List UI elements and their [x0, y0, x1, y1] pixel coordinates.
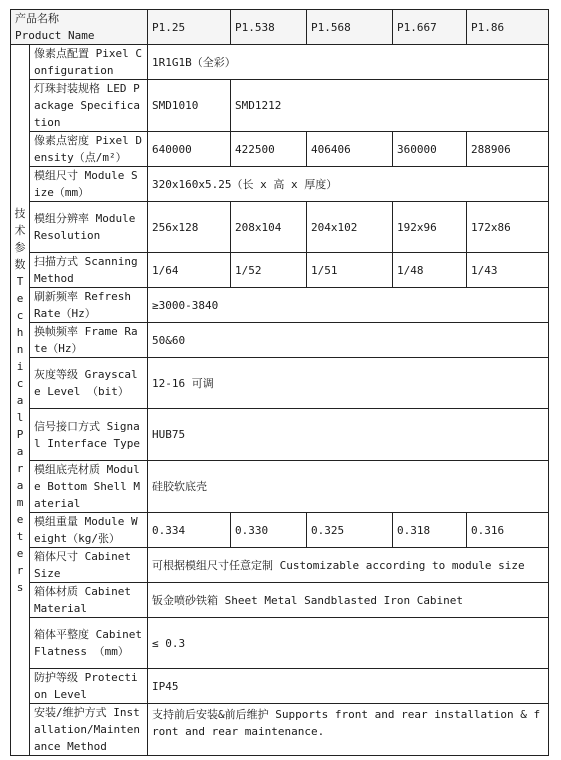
param-label: 扫描方式 Scanning Method	[30, 253, 148, 288]
param-value: 0.318	[393, 513, 467, 548]
param-value: 640000	[148, 132, 231, 167]
param-value: IP45	[148, 669, 549, 704]
side-char: e	[16, 291, 24, 305]
side-char: e	[16, 512, 24, 526]
side-char: r	[16, 461, 24, 475]
side-char: e	[16, 546, 24, 560]
param-value: 1/43	[467, 253, 549, 288]
row-refresh-rate	[11, 288, 549, 323]
param-label: 灯珠封装规格 LED Package Specification	[30, 80, 148, 132]
side-char: P	[16, 427, 24, 441]
row-signal-interface	[11, 409, 549, 461]
param-value: 1/52	[231, 253, 307, 288]
param-value: 钣金喷砂铁箱 Sheet Metal Sandblasted Iron Cabinet	[148, 583, 549, 618]
param-value: 硅胶软底壳	[148, 461, 549, 513]
param-value: SMD1212	[231, 80, 549, 132]
param-label: 箱体平整度 Cabinet Flatness （mm）	[30, 618, 148, 669]
side-char: a	[16, 478, 24, 492]
side-char: T	[16, 274, 24, 288]
row-module-size	[11, 167, 549, 202]
param-label: 换帧频率 Frame Rate（Hz）	[30, 323, 148, 358]
param-label: 信号接口方式 Signal Interface Type	[30, 409, 148, 461]
side-char: 参	[14, 240, 26, 254]
side-char: c	[16, 376, 24, 390]
row-scanning-method	[11, 253, 549, 288]
row-frame-rate	[11, 323, 549, 358]
model-p1-25: P1.25	[148, 10, 231, 45]
param-value: HUB75	[148, 409, 549, 461]
row-cabinet-size	[11, 548, 549, 583]
side-char: m	[16, 495, 24, 509]
param-value: 可根据模组尺寸任意定制 Customizable according to module size	[148, 548, 549, 583]
param-label: 箱体尺寸 Cabinet Size	[30, 548, 148, 583]
param-value: 1/64	[148, 253, 231, 288]
param-label: 模组重量 Module Weight（kg/张）	[30, 513, 148, 548]
side-char: s	[16, 580, 24, 594]
technical-parameters-label	[11, 45, 30, 756]
param-label: 像素点配置 Pixel Configuration	[30, 45, 148, 80]
param-value: 0.316	[467, 513, 549, 548]
param-value: 256x128	[148, 202, 231, 253]
row-protection-level	[11, 669, 549, 704]
param-value: 422500	[231, 132, 307, 167]
side-char: r	[16, 563, 24, 577]
spec-table	[10, 9, 549, 756]
header-product-name: 产品名称 Product Name	[11, 10, 148, 45]
row-module-weight	[11, 513, 549, 548]
param-value: 406406	[307, 132, 393, 167]
param-value: 360000	[393, 132, 467, 167]
side-char: h	[16, 325, 24, 339]
param-value: 204x102	[307, 202, 393, 253]
header-row	[11, 10, 549, 45]
param-value: 支持前后安装&前后维护 Supports front and rear installation & front and rear maintenance.	[148, 704, 549, 756]
param-value: 1/51	[307, 253, 393, 288]
param-value: 0.325	[307, 513, 393, 548]
row-led-package	[11, 80, 549, 132]
row-cabinet-flatness	[11, 618, 549, 669]
param-value: ≥3000-3840	[148, 288, 549, 323]
side-char: l	[16, 410, 24, 424]
row-bottom-shell	[11, 461, 549, 513]
row-cabinet-material	[11, 583, 549, 618]
param-label: 模组尺寸 Module Size（mm）	[30, 167, 148, 202]
param-value: 50&60	[148, 323, 549, 358]
model-p1-538: P1.538	[231, 10, 307, 45]
row-pixel-density	[11, 132, 549, 167]
param-value: 320x160x5.25（长 x 高 x 厚度）	[148, 167, 549, 202]
row-installation-maintenance	[11, 704, 549, 756]
param-value: 208x104	[231, 202, 307, 253]
row-module-resolution	[11, 202, 549, 253]
side-char: i	[16, 359, 24, 373]
side-char: t	[16, 529, 24, 543]
param-value: 1R1G1B（全彩）	[148, 45, 549, 80]
param-label: 灰度等级 Grayscale Level （bit）	[30, 358, 148, 409]
param-value: 0.330	[231, 513, 307, 548]
side-char: a	[16, 393, 24, 407]
side-char: 数	[14, 257, 26, 271]
model-p1-86: P1.86	[467, 10, 549, 45]
side-char: 术	[14, 223, 26, 237]
param-label: 箱体材质 Cabinet Material	[30, 583, 148, 618]
param-value: 12-16 可调	[148, 358, 549, 409]
param-label: 刷新频率 Refresh Rate（Hz）	[30, 288, 148, 323]
param-label: 模组底壳材质 Module Bottom Shell Material	[30, 461, 148, 513]
param-label: 安装/维护方式 Installation/Maintenance Method	[30, 704, 148, 756]
param-value: 0.334	[148, 513, 231, 548]
model-p1-568: P1.568	[307, 10, 393, 45]
param-value: 172x86	[467, 202, 549, 253]
row-pixel-configuration	[11, 45, 549, 80]
side-char: c	[16, 308, 24, 322]
model-p1-667: P1.667	[393, 10, 467, 45]
row-grayscale-level	[11, 358, 549, 409]
side-char: n	[16, 342, 24, 356]
param-value: SMD1010	[148, 80, 231, 132]
param-value: 192x96	[393, 202, 467, 253]
param-label: 模组分辨率 Module Resolution	[30, 202, 148, 253]
side-char: 技	[14, 206, 26, 220]
param-label: 像素点密度 Pixel Density（点/m²）	[30, 132, 148, 167]
param-label: 防护等级 Protection Level	[30, 669, 148, 704]
side-char: a	[16, 444, 24, 458]
param-value: 288906	[467, 132, 549, 167]
param-value: 1/48	[393, 253, 467, 288]
param-value: ≤ 0.3	[148, 618, 549, 669]
